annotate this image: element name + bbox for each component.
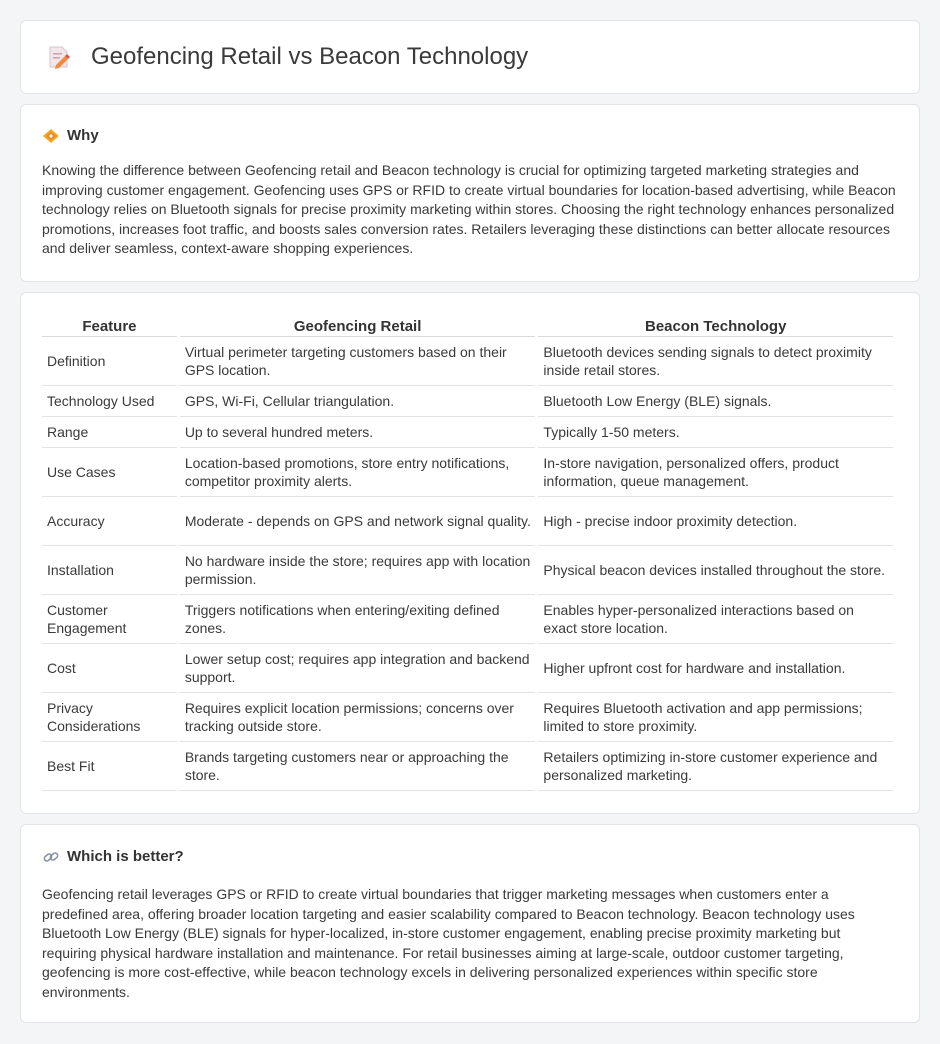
diamond-signal-icon: [42, 128, 60, 144]
table-row: [42, 417, 893, 448]
row-beacon: Bluetooth devices sending signals to detect proximity inside retail stores.: [538, 337, 893, 386]
table-row: [42, 595, 893, 644]
row-geofencing: Location-based promotions, store entry notifications, competitor proximity alerts.: [180, 448, 536, 497]
row-geofencing: Lower setup cost; requires app integration and backend support.: [180, 644, 536, 693]
why-heading-label: Why: [67, 127, 99, 144]
column-header-feature: Feature: [42, 314, 177, 337]
link-icon: [42, 849, 60, 865]
row-beacon: Requires Bluetooth activation and app permissions; limited to store proximity.: [538, 693, 893, 742]
row-geofencing: No hardware inside the store; requires app with location permission.: [180, 546, 536, 595]
table-row: [42, 386, 893, 417]
row-geofencing: Requires explicit location permissions; concerns over tracking outside store.: [180, 693, 536, 742]
row-feature: Use Cases: [42, 448, 177, 497]
row-feature: Customer Engagement: [42, 595, 177, 644]
row-feature: Installation: [42, 546, 177, 595]
row-beacon: Typically 1-50 meters.: [538, 417, 893, 448]
table-row: [42, 497, 893, 546]
table-row: [42, 693, 893, 742]
comparison-table: [39, 314, 896, 791]
row-geofencing: GPS, Wi-Fi, Cellular triangulation.: [180, 386, 536, 417]
row-feature: Privacy Considerations: [42, 693, 177, 742]
row-feature: Definition: [42, 337, 177, 386]
row-geofencing: Brands targeting customers near or approaching the store.: [180, 742, 536, 791]
table-row: [42, 644, 893, 693]
which-is-better-section: [20, 824, 920, 1023]
table-row: [42, 742, 893, 791]
table-header-row: [42, 314, 893, 337]
row-beacon: Enables hyper-personalized interactions based on exact store location.: [538, 595, 893, 644]
row-geofencing: Moderate - depends on GPS and network signal quality.: [180, 497, 536, 546]
document-pen-icon: [47, 44, 71, 70]
row-beacon: Retailers optimizing in-store customer experience and personalized marketing.: [538, 742, 893, 791]
row-feature: Range: [42, 417, 177, 448]
row-feature: Technology Used: [42, 386, 177, 417]
page-title: Geofencing Retail vs Beacon Technology: [91, 43, 529, 70]
table-row: [42, 546, 893, 595]
row-feature: Cost: [42, 644, 177, 693]
row-geofencing: Triggers notifications when entering/exiting defined zones.: [180, 595, 536, 644]
better-text: Geofencing retail leverages GPS or RFID to create virtual boundaries that trigger marketing messages when customers enter a predefined area, offering broader location targeting and easier scalability compared to Beacon technology. Beacon technology uses Bluetooth Low Energy (BLE) signals for hyper-localized, in-store customer engagement, enabling precise proximity marketing but requiring physical hardware installation and maintenance. For retail businesses aiming at large-scale, outdoor customer targeting, geofencing is more cost-effective, while beacon technology excels in delivering personalized experiences within specific store environments.: [42, 886, 855, 1000]
header-card: [20, 20, 920, 94]
why-section: [20, 104, 920, 282]
table-row: [42, 448, 893, 497]
table-row: [42, 337, 893, 386]
row-geofencing: Up to several hundred meters.: [180, 417, 536, 448]
row-beacon: Higher upfront cost for hardware and installation.: [538, 644, 893, 693]
row-beacon: Physical beacon devices installed throughout the store.: [538, 546, 893, 595]
better-heading-label: Which is better?: [67, 848, 184, 865]
row-beacon: High - precise indoor proximity detection.: [538, 497, 893, 546]
row-geofencing: Virtual perimeter targeting customers based on their GPS location.: [180, 337, 536, 386]
comparison-card: [20, 292, 920, 814]
column-header-beacon: Beacon Technology: [538, 314, 893, 337]
column-header-geofencing: Geofencing Retail: [180, 314, 536, 337]
why-text: Knowing the difference between Geofencing retail and Beacon technology is crucial for optimizing targeted marketing strategies and improving customer engagement. Geofencing uses GPS or RFID to create virtual boundaries for location-based advertising, while Beacon technology relies on Bluetooth signals for precise proximity marketing within stores. Choosing the right technology enhances personalized promotions, increases foot traffic, and boosts sales conversion rates. Retailers leveraging these distinctions can better allocate resources and deliver seamless, context-aware shopping experiences.: [42, 162, 896, 257]
row-feature: Best Fit: [42, 742, 177, 791]
better-heading: [42, 848, 898, 865]
why-heading: [42, 127, 898, 144]
row-beacon: In-store navigation, personalized offers, product information, queue management.: [538, 448, 893, 497]
row-feature: Accuracy: [42, 497, 177, 546]
row-beacon: Bluetooth Low Energy (BLE) signals.: [538, 386, 893, 417]
